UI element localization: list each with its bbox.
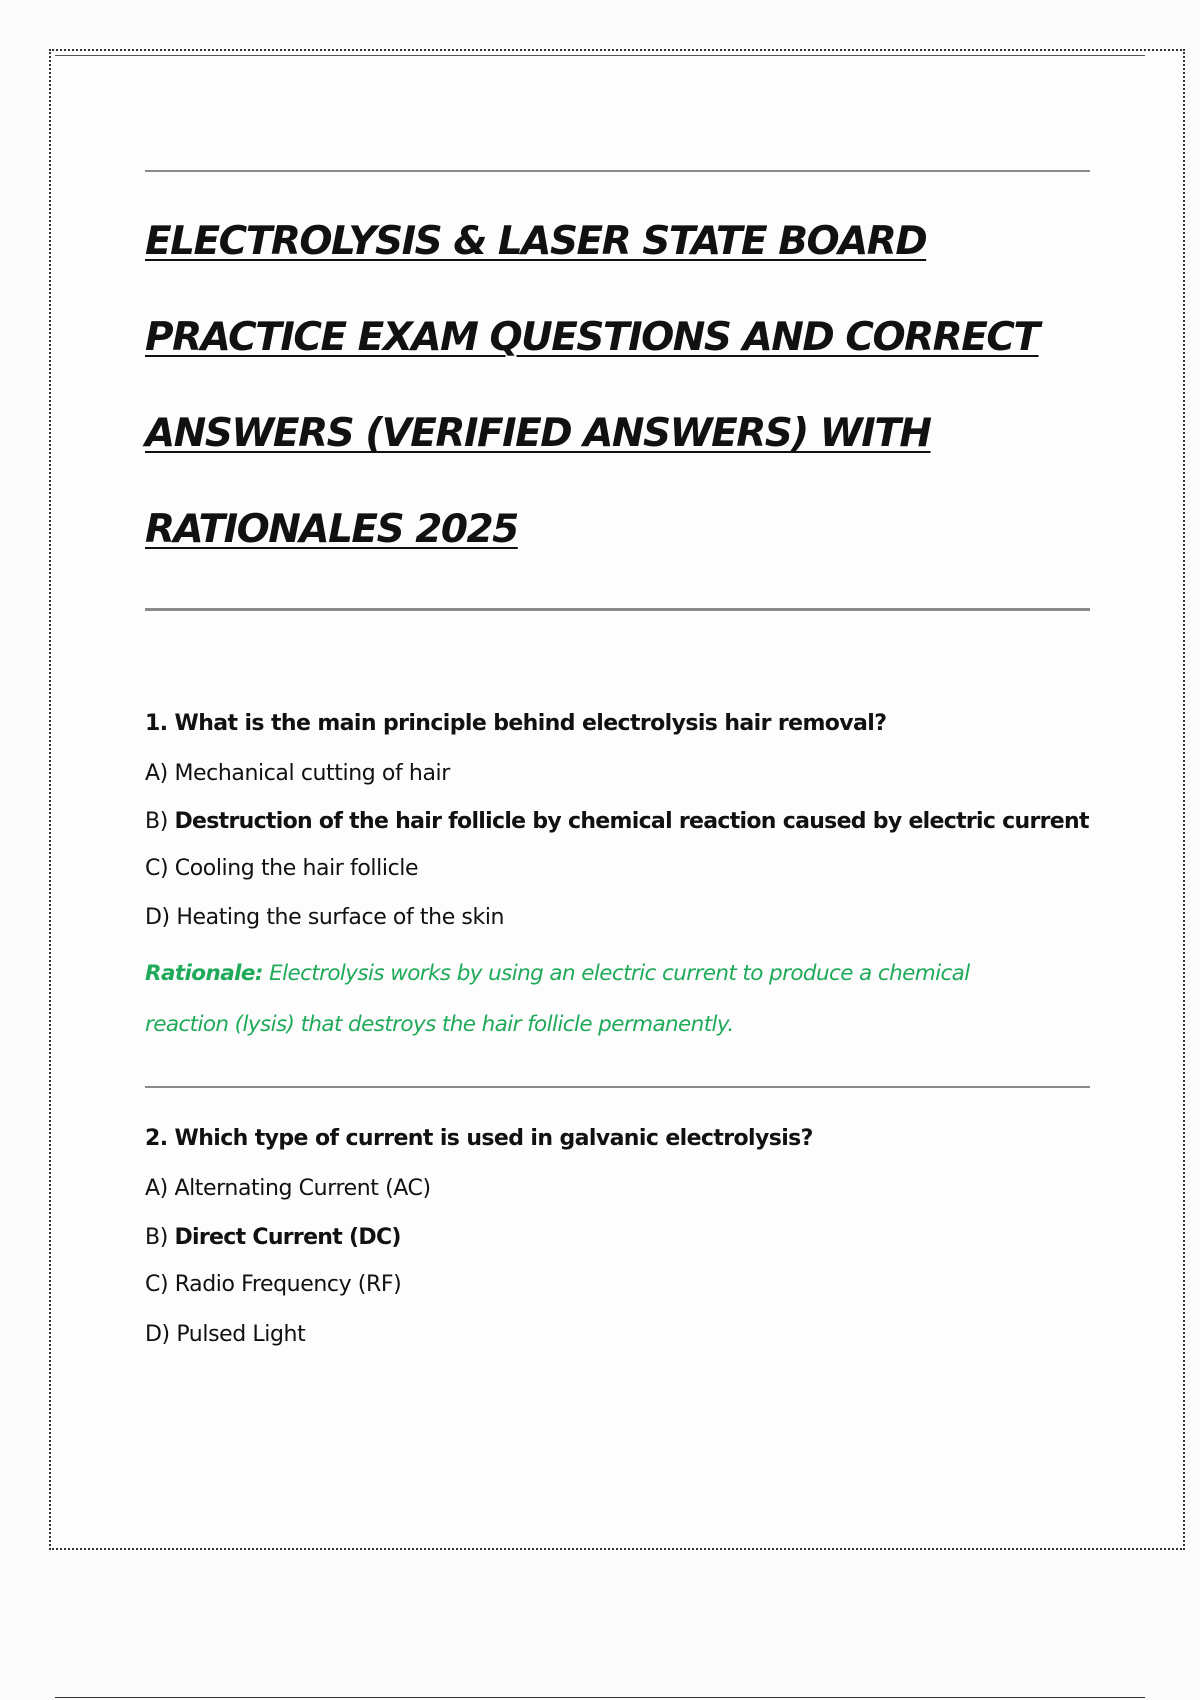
option-text: Heating the surface of the skin	[176, 905, 505, 930]
question-text: 1. What is the main principle behind electrolysis hair removal?	[145, 711, 887, 736]
rationale-line	[145, 948, 1090, 999]
title-line: ANSWERS (VERIFIED ANSWERS) WITH	[145, 411, 931, 456]
option-letter: C)	[145, 856, 169, 881]
title-line: ELECTROLYSIS & LASER STATE BOARD	[145, 219, 927, 264]
rationale-line: reaction (lysis) that destroys the hair follicle permanently.	[145, 1012, 734, 1037]
rationale-block	[145, 948, 1090, 1050]
option-text: Cooling the hair follicle	[174, 856, 419, 881]
option-letter: D)	[145, 905, 170, 930]
option-letter: A)	[145, 1176, 168, 1201]
option-letter: D)	[145, 1322, 170, 1347]
rationale-label: Rationale:	[145, 961, 263, 986]
option-text: Pulsed Light	[176, 1322, 306, 1347]
option-c	[145, 856, 1090, 881]
question-divider	[145, 1086, 1090, 1088]
option-text: Mechanical cutting of hair	[174, 761, 450, 786]
frame-top-rule	[55, 55, 1145, 56]
option-b	[145, 809, 1090, 834]
question-block	[145, 1126, 1090, 1347]
page-bottom-rule	[55, 1697, 1145, 1698]
title-line: PRACTICE EXAM QUESTIONS AND CORRECT	[145, 315, 1039, 360]
option-a	[145, 1176, 1090, 1201]
option-letter: C)	[145, 1272, 169, 1297]
title-top-rule	[145, 170, 1090, 172]
title-block	[145, 194, 1090, 578]
option-a	[145, 761, 1090, 786]
question-block	[145, 711, 1090, 1050]
option-letter: B)	[145, 1225, 168, 1250]
correct-answer-text: Destruction of the hair follicle by chemical reaction caused by electric current	[174, 809, 1089, 834]
correct-answer-text: Direct Current (DC)	[174, 1225, 401, 1250]
option-letter: B)	[145, 809, 168, 834]
option-text: Radio Frequency (RF)	[174, 1272, 402, 1297]
title-line: RATIONALES 2025	[145, 507, 518, 552]
question-text: 2. Which type of current is used in galvanic electrolysis?	[145, 1126, 813, 1151]
option-letter: A)	[145, 761, 168, 786]
document-content	[145, 170, 1090, 1347]
rationale-text: Electrolysis works by using an electric current to produce a chemical	[269, 961, 970, 986]
option-d	[145, 1322, 1090, 1347]
option-d	[145, 905, 1090, 930]
option-text: Alternating Current (AC)	[174, 1176, 431, 1201]
title-bottom-rule	[145, 608, 1090, 611]
option-c	[145, 1272, 1090, 1297]
option-b	[145, 1225, 1090, 1250]
